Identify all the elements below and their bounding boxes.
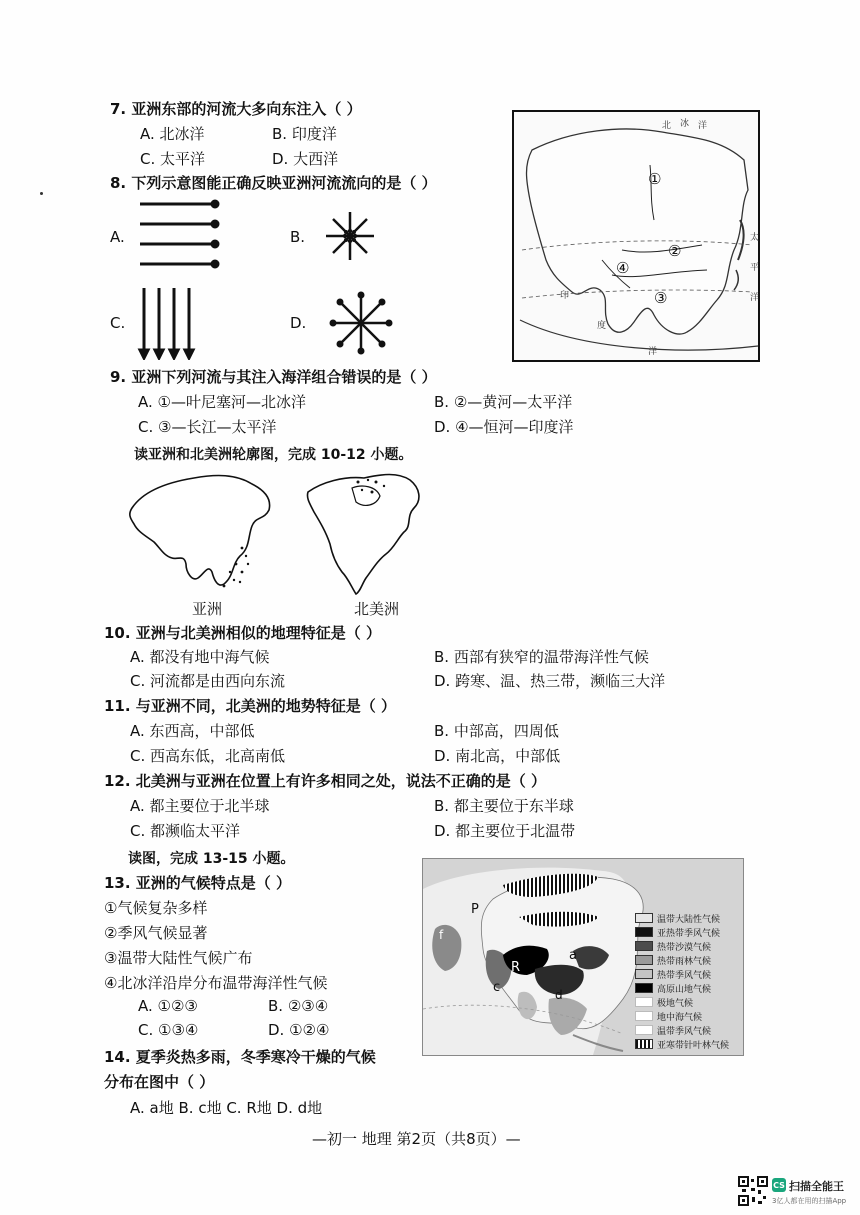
q7-option-a[interactable]: A. 北冰洋 (140, 125, 205, 143)
climate-letter-a: a (569, 948, 577, 963)
legend-row-mediterranean (635, 1009, 741, 1023)
q8-label-d[interactable]: D. (290, 314, 307, 332)
map-label-yin: 印 (560, 291, 570, 301)
q7-option-d[interactable]: D. 大西洋 (272, 150, 339, 168)
q12-option-c[interactable]: C. 都濒临太平洋 (130, 822, 241, 840)
q10-option-a[interactable]: A. 都没有地中海气候 (130, 648, 270, 666)
q13-option-b[interactable]: B. ②③④ (268, 997, 329, 1015)
q13-option-d[interactable]: D. ①②④ (268, 1021, 330, 1039)
legend-label: 极地气候 (657, 998, 694, 1009)
map-label-yang3: 洋 (648, 347, 658, 357)
q9-stem: 9. 亚洲下列河流与其注入海洋组合错误的是（ ） (110, 368, 437, 386)
q8-diagram-b[interactable] (322, 208, 378, 264)
q7-option-b[interactable]: B. 印度洋 (272, 125, 337, 143)
legend-label: 热带雨林气候 (657, 956, 712, 967)
q10-option-b[interactable]: B. 西部有狭窄的温带海洋性气候 (434, 648, 649, 666)
legend-row-highland (635, 981, 741, 995)
q12-option-b[interactable]: B. 都主要位于东半球 (434, 797, 574, 815)
legend-row-temperate-monsoon (635, 1023, 741, 1037)
legend-swatch (635, 913, 653, 923)
map-label-ping: 平 (750, 263, 760, 273)
q14-stem-line2: 分布在图中（ ） (104, 1073, 215, 1091)
q12-option-d[interactable]: D. 都主要位于北温带 (434, 822, 576, 840)
scan-speck (40, 192, 43, 195)
q13-item-4: ④北冰洋沿岸分布温带海洋性气候 (104, 974, 328, 992)
north-america-outline-map (302, 466, 426, 598)
q7-option-c[interactable]: C. 太平洋 (140, 150, 206, 168)
legend-label: 高原山地气候 (657, 984, 712, 995)
q8-diagram-d[interactable] (328, 290, 394, 356)
q8-label-a[interactable]: A. (110, 228, 125, 246)
legend-swatch (635, 997, 653, 1007)
map-label-bei: 北 (662, 121, 672, 131)
q11-option-c[interactable]: C. 西高东低，北高南低 (130, 747, 286, 765)
river-marker-2: ② (668, 242, 682, 260)
qr-code-icon (738, 1176, 768, 1206)
legend-swatch (635, 941, 653, 951)
legend-row-polar (635, 995, 741, 1009)
q8-label-b[interactable]: B. (290, 228, 306, 246)
asia-river-map-svg (512, 110, 760, 362)
qr-code-svg (738, 1176, 768, 1206)
legend-swatch (635, 1039, 653, 1049)
legend-label: 热带季风气候 (657, 970, 712, 981)
q7-stem: 7. 亚洲东部的河流大多向东注入（ ） (110, 100, 362, 118)
climate-legend (635, 911, 741, 1051)
climate-letter-f: f (439, 928, 444, 942)
q9-option-d[interactable]: D. ④—恒河—印度洋 (434, 418, 574, 436)
q11-stem: 11. 与亚洲不同，北美洲的地势特征是（ ） (104, 697, 397, 715)
legend-row-tropical-monsoon (635, 967, 741, 981)
q9-option-a[interactable]: A. ①—叶尼塞河—北冰洋 (138, 393, 306, 411)
instruction-13-15: 读图，完成 13-15 小题。 (128, 851, 295, 867)
scanner-tagline: 3亿人都在用的扫描App (772, 1197, 847, 1205)
q13-stem: 13. 亚洲的气候特点是（ ） (104, 874, 292, 892)
map-label-du: 度 (597, 321, 607, 331)
legend-label: 亚热带季风气候 (657, 928, 721, 939)
q13-item-1: ①气候复杂多样 (104, 899, 208, 917)
legend-swatch (635, 969, 653, 979)
camscanner-logo: CS (772, 1178, 786, 1192)
instruction-10-12: 读亚洲和北美洲轮廓图，完成 10-12 小题。 (134, 447, 413, 463)
legend-swatch (635, 1025, 653, 1035)
river-marker-3: ③ (654, 289, 668, 307)
q9-option-b[interactable]: B. ②—黄河—太平洋 (434, 393, 573, 411)
q10-stem: 10. 亚洲与北美洲相似的地理特征是（ ） (104, 624, 382, 642)
q13-item-3: ③温带大陆性气候广布 (104, 949, 253, 967)
legend-label: 地中海气候 (657, 1012, 703, 1023)
q13-option-a[interactable]: A. ①②③ (138, 997, 198, 1015)
map-label-yang1: 洋 (698, 121, 708, 131)
q12-option-a[interactable]: A. 都主要位于北半球 (130, 797, 270, 815)
climate-letter-c: c (493, 980, 501, 995)
map-label-yang2: 洋 (750, 293, 760, 303)
climate-letter-d: d (555, 988, 563, 1002)
legend-row-subtropical-monsoon (635, 925, 741, 939)
north-america-caption: 北美洲 (354, 600, 400, 618)
q13-option-c[interactable]: C. ①③④ (138, 1021, 199, 1039)
legend-label: 热带沙漠气候 (657, 942, 712, 953)
q10-option-c[interactable]: C. 河流都是由西向东流 (130, 672, 286, 690)
q14-options[interactable]: A. a地 B. c地 C. R地 D. d地 (130, 1099, 323, 1117)
legend-label: 亚寒带针叶林气候 (657, 1040, 730, 1051)
asia-river-map (512, 110, 760, 362)
q8-stem: 8. 下列示意图能正确反映亚洲河流流向的是（ ） (110, 174, 437, 192)
q10-option-d[interactable]: D. 跨寒、温、热三带，濒临三大洋 (434, 672, 666, 690)
scanner-brand: 扫描全能王 (789, 1180, 844, 1193)
climate-letter-r: R (511, 960, 521, 975)
legend-row-subarctic-taiga (635, 1037, 741, 1051)
q14-stem-line1: 14. 夏季炎热多雨，冬季寒冷干燥的气候 (104, 1048, 376, 1066)
legend-label: 温带季风气候 (657, 1026, 712, 1037)
asia-caption: 亚洲 (192, 600, 223, 618)
page-footer: —初一 地理 第2页（共8页）— (312, 1130, 521, 1148)
q8-diagram-a[interactable] (136, 196, 222, 274)
legend-swatch (635, 927, 653, 937)
map-label-tai: 太 (750, 233, 760, 243)
asia-outline-map (124, 468, 274, 594)
legend-label: 温带大陆性气候 (657, 914, 721, 925)
q8-label-c[interactable]: C. (110, 314, 126, 332)
q13-item-2: ②季风气候显著 (104, 924, 208, 942)
map-label-bing: 冰 (680, 119, 690, 129)
legend-swatch (635, 983, 653, 993)
legend-row-temperate-continental (635, 911, 741, 925)
q11-option-d[interactable]: D. 南北高，中部低 (434, 747, 561, 765)
legend-row-tropical-desert (635, 939, 741, 953)
q9-option-c[interactable]: C. ③—长江—太平洋 (138, 418, 277, 436)
q12-stem: 12. 北美洲与亚洲在位置上有许多相同之处，说法不正确的是（ ） (104, 772, 547, 790)
q11-option-a[interactable]: A. 东西高，中部低 (130, 722, 255, 740)
legend-swatch (635, 955, 653, 965)
river-marker-1: ① (648, 170, 662, 188)
asia-climate-map (422, 858, 744, 1056)
river-marker-4: ④ (616, 259, 630, 277)
q8-diagram-c[interactable] (136, 284, 198, 360)
q11-option-b[interactable]: B. 中部高，四周低 (434, 722, 559, 740)
legend-row-tropical-rainforest (635, 953, 741, 967)
legend-swatch (635, 1011, 653, 1021)
climate-letter-p: P (471, 902, 479, 917)
